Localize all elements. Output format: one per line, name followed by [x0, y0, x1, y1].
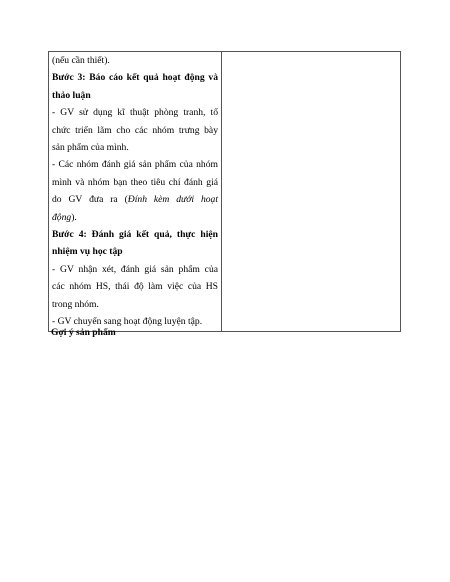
text-line: - Các nhóm đánh giá sản phẩm của nhóm [52, 159, 218, 171]
text-line: chức triển lãm cho các nhóm trưng bày [52, 124, 218, 136]
step-3-heading-cont: thảo luận [52, 89, 91, 101]
text-line: động). [52, 211, 77, 223]
text-line: do GV đưa ra (Đính kèm dưới hoạt [52, 194, 219, 206]
activity-table [48, 51, 401, 332]
text-line: (nếu cần thiết). [52, 55, 110, 66]
section-heading: Gợi ý sản phẩm [51, 327, 116, 338]
text-line: - GV nhận xét, đánh giá sản phẩm của [52, 263, 218, 275]
teacher-student-activity-cell [49, 52, 222, 332]
text-line: trong nhóm. [52, 298, 99, 310]
table-row [49, 52, 401, 332]
step-4-heading-cont: nhiệm vụ học tập [52, 246, 123, 258]
step-4-heading: Bước 4: Đánh giá kết quả, thực hiện [52, 229, 218, 241]
text-line: mình và nhóm bạn theo tiêu chí đánh giá [52, 176, 218, 188]
step-3-heading: Bước 3: Báo cáo kết quả hoạt động và [52, 72, 218, 84]
text-line: sản phẩm của mình. [52, 142, 129, 154]
text-line: - GV sử dụng kĩ thuật phòng tranh, tổ [52, 107, 218, 119]
expected-product-cell [222, 52, 401, 332]
text-line: các nhóm HS, thái độ làm việc của HS [52, 281, 218, 293]
text-line: - GV chuyển sang hoạt động luyện tập. [52, 316, 203, 328]
